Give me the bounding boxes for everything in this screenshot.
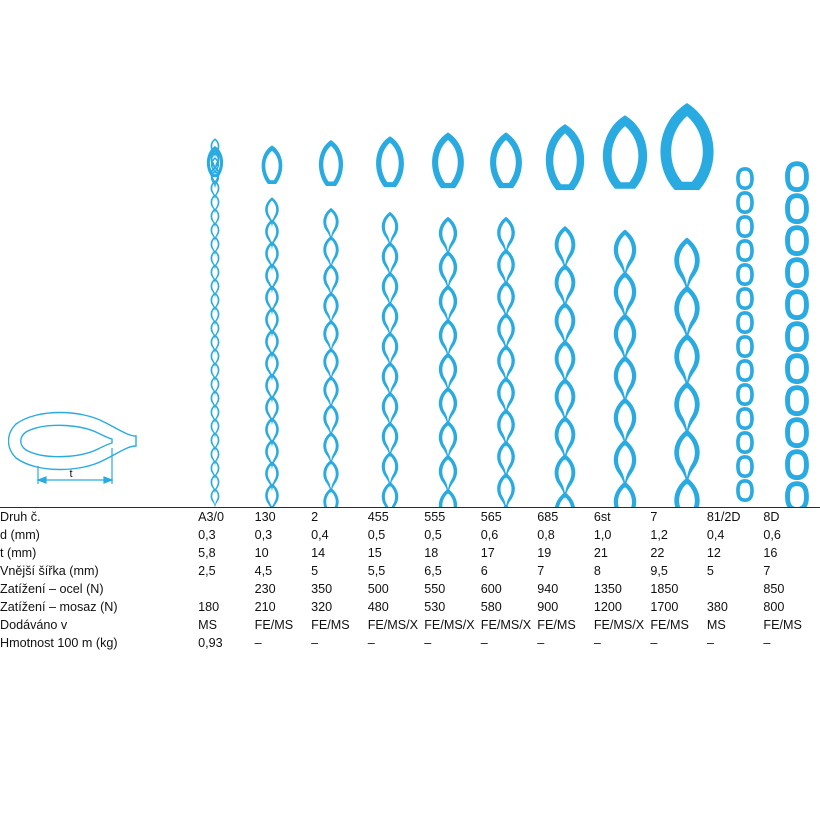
chain-link-dimension-sketch [8,388,188,498]
cell-sirka-6: 6 [480,564,488,578]
cell-hmotnost-4: – [367,636,375,650]
cell-ocel-8: 1350 [593,582,622,596]
cell-dodavano-8: FE/MS/X [593,618,645,632]
cell-t-5: 18 [424,546,439,560]
cell-mosaz-3: 320 [311,600,333,614]
cell-hmotnost-8: – [593,636,601,650]
cell-d-9: 1,2 [650,528,668,542]
cell-ocel-4: 500 [367,582,389,596]
cell-druh-4: 455 [368,508,425,527]
cell-d-7: 0,8 [537,528,555,542]
cell-dodavano-7: FE/MS [537,618,576,632]
cell-ocel-3: 350 [311,582,333,596]
cell-dodavano-6: FE/MS/X [480,618,532,632]
cell-hmotnost-10: – [706,636,714,650]
cell-hmotnost-6: – [480,636,488,650]
cell-druh-2: 130 [255,508,312,527]
cell-d-11: 0,6 [763,528,781,542]
cell-sirka-2: 4,5 [254,564,273,578]
cell-mosaz-1: 180 [198,600,220,614]
cell-t-2: 10 [254,546,269,560]
cell-druh-10: 81/2D [707,508,764,527]
cell-t-1: 5,8 [198,546,216,560]
cell-sirka-5: 6,5 [424,564,442,578]
cell-mosaz-6: 580 [480,600,502,614]
cell-druh-1: A3/0 [198,508,255,527]
cell-ocel-11: 850 [763,582,785,596]
row-label-d: d (mm) [0,528,40,542]
cell-d-6: 0,6 [480,528,499,542]
cell-mosaz-5: 530 [424,600,446,614]
cell-dodavano-1: MS [198,618,217,632]
cell-dodavano-9: FE/MS [650,618,689,632]
specification-table-wrap [0,507,820,652]
cell-sirka-3: 5 [311,564,319,578]
cell-mosaz-11: 800 [763,600,785,614]
table-row [0,544,820,562]
cell-d-3: 0,4 [311,528,329,542]
cell-ocel-10 [707,580,764,598]
cell-t-6: 17 [480,546,495,560]
cell-d-5: 0,5 [424,528,442,542]
cell-mosaz-10: 380 [706,600,728,614]
cell-sirka-11: 7 [763,564,771,578]
cell-druh-6: 565 [481,508,538,527]
table-row [0,616,820,634]
cell-mosaz-4: 480 [367,600,389,614]
cell-mosaz-9: 1700 [650,600,679,614]
cell-druh-7: 685 [537,508,594,527]
cell-d-10: 0,4 [706,528,725,542]
cell-ocel-6: 600 [480,582,502,596]
cell-ocel-9: 1850 [650,582,679,596]
cell-sirka-1: 2,5 [198,564,216,578]
cell-druh-11: 8D [763,508,820,527]
cell-ocel-1 [198,580,255,598]
table-row [0,508,820,527]
cell-t-10: 12 [706,546,721,560]
cell-t-3: 14 [311,546,326,560]
row-label-vnejsi-sirka: Vnější šířka (mm) [0,564,99,578]
cell-dodavano-2: FE/MS [254,618,294,632]
cell-druh-3: 2 [311,508,368,527]
dimension-sketch-svg [8,388,188,498]
row-label-dodavano-v: Dodáváno v [0,618,68,632]
cell-hmotnost-11: – [763,636,771,650]
row-label-zatizeni-mosaz: Zatížení – mosaz (N) [0,600,118,614]
row-label-t: t (mm) [0,546,37,560]
cell-d-2: 0,3 [254,528,273,542]
cell-sirka-8: 8 [593,564,601,578]
cell-hmotnost-9: – [650,636,658,650]
cell-t-4: 15 [367,546,382,560]
table-row [0,634,820,652]
cell-druh-5: 555 [424,508,481,527]
cell-sirka-7: 7 [537,564,545,578]
cell-druh-9: 7 [650,508,707,527]
cell-hmotnost-1: 0,93 [198,636,223,650]
cell-t-11: 16 [763,546,778,560]
cell-sirka-10: 5 [706,564,714,578]
dimension-label-t: t [69,468,73,480]
cell-dodavano-11: FE/MS [763,618,802,632]
cell-dodavano-4: FE/MS/X [367,618,419,632]
cell-ocel-2: 230 [254,582,276,596]
cell-mosaz-7: 900 [537,600,559,614]
cell-mosaz-8: 1200 [593,600,622,614]
cell-hmotnost-5: – [424,636,432,650]
cell-d-4: 0,5 [367,528,386,542]
table-row [0,580,820,598]
row-label-druh: Druh č. [0,508,198,527]
table-row [0,598,820,616]
cell-druh-8: 6st [594,508,651,527]
cell-sirka-9: 9,5 [650,564,668,578]
cell-sirka-4: 5,5 [367,564,386,578]
cell-dodavano-5: FE/MS/X [424,618,475,632]
table-row [0,562,820,580]
row-label-zatizeni-ocel: Zatížení – ocel (N) [0,582,104,596]
cell-hmotnost-3: – [311,636,319,650]
table-row [0,526,820,544]
cell-dodavano-10: MS [706,618,726,632]
cell-t-8: 21 [593,546,608,560]
cell-ocel-5: 550 [424,582,446,596]
cell-hmotnost-7: – [537,636,545,650]
cell-mosaz-2: 210 [254,600,276,614]
specification-table [0,507,820,652]
cell-d-1: 0,3 [198,528,216,542]
cell-t-7: 19 [537,546,552,560]
cell-d-8: 1,0 [593,528,612,542]
cell-t-9: 22 [650,546,665,560]
cell-ocel-7: 940 [537,582,559,596]
row-label-hmotnost: Hmotnost 100 m (kg) [0,636,118,650]
cell-dodavano-3: FE/MS [311,618,350,632]
cell-hmotnost-2: – [254,636,262,650]
